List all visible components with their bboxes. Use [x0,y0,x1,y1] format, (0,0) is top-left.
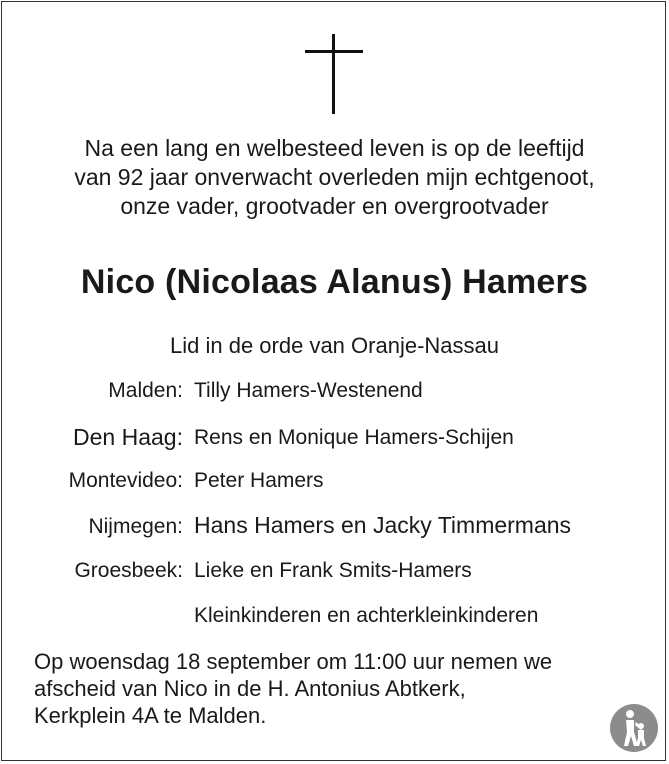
relative-location: Malden: [108,379,183,402]
relative-location: Montevideo: [68,469,183,492]
memorial-logo-icon [610,704,658,752]
relative-persons: Rens en Monique Hamers-Schijen [194,426,514,449]
funeral-details [34,648,552,729]
relative-persons: Hans Hamers en Jacky Timmermans [194,512,572,538]
cross-icon [305,34,363,114]
closing-line: Op woensdag 18 september om 11:00 uur nemen we [34,649,553,674]
intro-text [0,134,669,221]
distinction: Lid in de orde van Oranje-Nassau [170,333,499,358]
relative-location: Den Haag: [73,424,183,450]
closing-line: Kerkplein 4A te Malden. [34,703,267,728]
relative-persons: Lieke en Frank Smits-Hamers [194,559,472,582]
grandchildren-line: Kleinkinderen en achterkleinkinderen [194,604,539,627]
relative-persons: Tilly Hamers-Westenend [194,379,423,402]
intro-line: onze vader, grootvader en overgrootvader [120,193,549,219]
relative-persons: Peter Hamers [194,469,324,492]
closing-line: afscheid van Nico in de H. Antonius Abtkerk, [34,676,466,701]
intro-line: van 92 jaar onverwacht overleden mijn echtgenoot, [74,164,595,190]
relative-location: Groesbeek: [74,559,183,582]
intro-line: Na een lang en welbesteed leven is op de leeftijd [84,135,585,161]
deceased-name: Nico (Nicolaas Alanus) Hamers [80,263,589,301]
relative-location: Nijmegen: [88,515,183,538]
